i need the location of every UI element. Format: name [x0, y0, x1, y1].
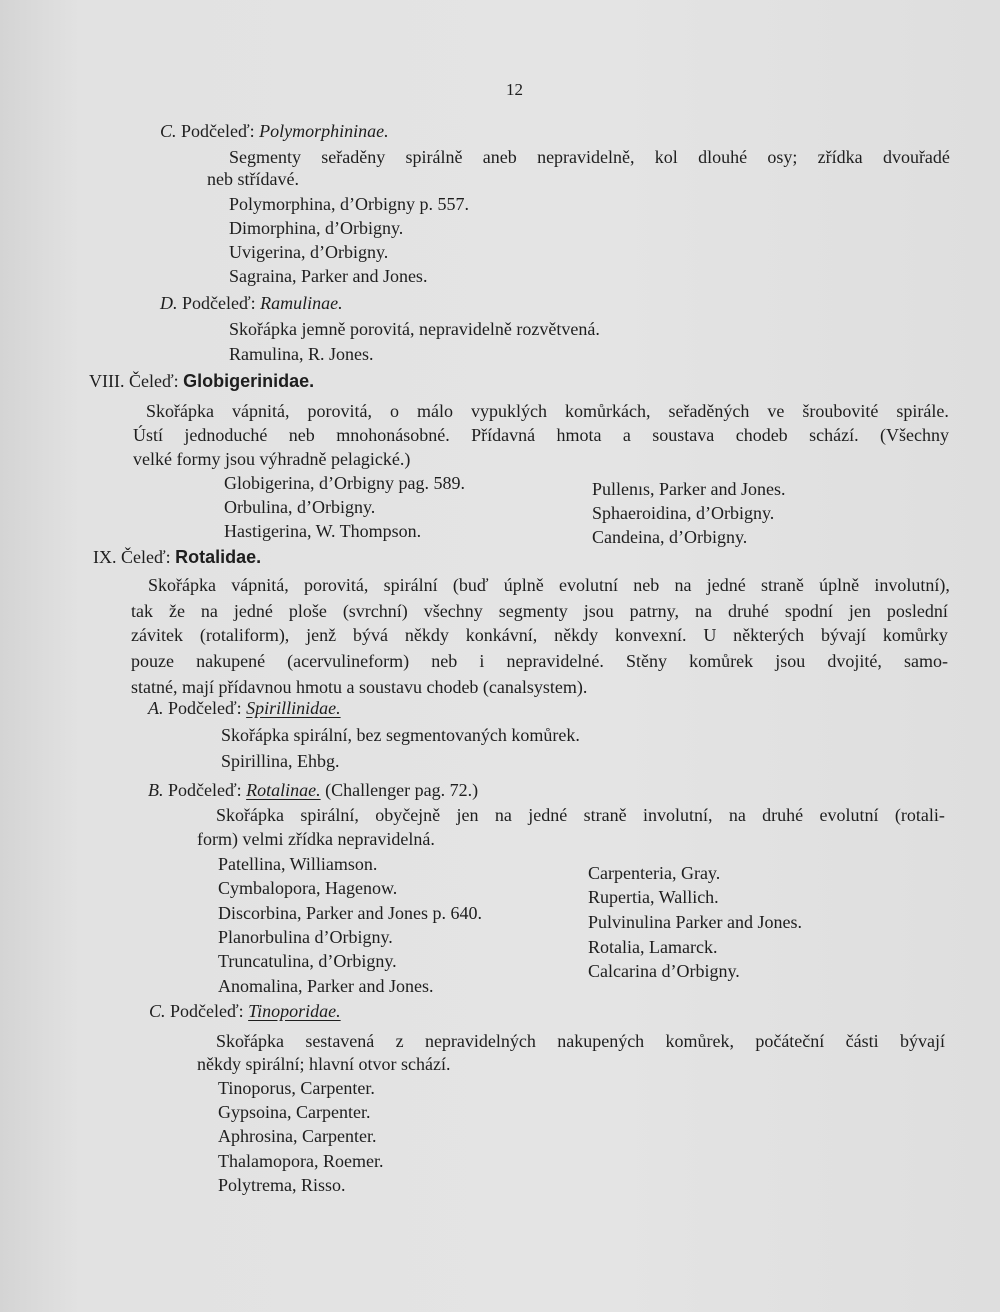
subfamily-marker: A. — [148, 698, 164, 718]
genus-item: Carpenteria, Gray. — [588, 863, 721, 883]
family-label: Čeleď: — [128, 371, 179, 391]
genus-item: Pullenıs, Parker and Jones. — [592, 479, 786, 499]
genus-item: Polytrema, Risso. — [218, 1175, 346, 1195]
family-label: Čeleď: — [121, 547, 171, 567]
desc-globigerinidae-line3: velké formy jsou výhradně pelagické.) — [133, 449, 411, 469]
subfamily-name: Rotalinae. — [246, 780, 321, 800]
genus-item: Cymbalopora, Hagenow. — [218, 878, 398, 898]
genus-item: Hastigerina, W. Thompson. — [224, 521, 422, 541]
heading-ramulinae — [160, 292, 343, 314]
genus-item: Rupertia, Wallich. — [588, 887, 719, 907]
subfamily-label: Podčeleď: — [168, 780, 242, 800]
subfamily-marker: D. — [160, 293, 178, 313]
heading-tinoporidae — [149, 1000, 341, 1022]
genus-item: Sphaeroidina, d’Orbigny. — [592, 503, 775, 523]
genus-item: Polymorphina, d’Orbigny p. 557. — [229, 194, 469, 214]
genus-item: Rotalia, Lamarck. — [588, 937, 718, 957]
subfamily-marker: C. — [160, 121, 177, 141]
desc-globigerinidae-line2: Ústí jednoduché neb mnohonásobné. Přídavná hmota a soustava chodeb schází. (Všechny — [133, 425, 949, 445]
desc-tinoporidae-line1: Skořápka sestavená z nepravidelných nakupených komůrek, počáteční části bývají — [216, 1031, 945, 1051]
desc-rotalidae-line4: pouze nakupené (acervulineform) neb i nepravidelné. Stěny komůrek jsou dvojité, samo- — [131, 651, 948, 671]
family-numeral: IX. — [93, 547, 117, 567]
subfamily-label: Podčeleď: — [182, 293, 256, 313]
desc-rotalidae-line3: závitek (rotaliform), jenž bývá někdy konkávní, někdy konvexní. U některých bývají komůrky — [131, 625, 948, 645]
genus-item: Aphrosina, Carpenter. — [218, 1126, 377, 1146]
genus-item: Uvigerina, d’Orbigny. — [229, 242, 389, 262]
genus-item: Spirillina, Ehbg. — [221, 751, 340, 771]
desc-polymorphininae-line2: neb střídavé. — [207, 169, 299, 189]
genus-item: Orbulina, d’Orbigny. — [224, 497, 376, 517]
subfamily-label: Podčeleď: — [170, 1001, 244, 1021]
desc-rotalidae-line5: statné, mají přídavnou hmotu a soustavu chodeb (canalsystem). — [131, 677, 588, 697]
genus-item: Planorbulina d’Orbigny. — [218, 927, 393, 947]
heading-rotalidae — [93, 546, 261, 568]
desc-rotalinae-line2: form) velmi zřídka nepravidelná. — [197, 829, 435, 849]
subfamily-name: Polymorphininae. — [259, 121, 389, 141]
genus-item: Thalamopora, Roemer. — [218, 1151, 384, 1171]
subfamily-reference: (Challenger pag. 72.) — [325, 780, 479, 800]
heading-globigerinidae — [89, 370, 314, 392]
genus-item: Gypsoina, Carpenter. — [218, 1102, 371, 1122]
heading-rotalinae — [148, 779, 478, 801]
desc-rotalinae-line1: Skořápka spirální, obyčejně jen na jedné straně involutní, na druhé evolutní (rotali- — [216, 805, 945, 825]
desc-polymorphininae-line1: Segmenty seřaděny spirálně aneb nepravidelně, kol dlouhé osy; zřídka dvouřadé — [229, 147, 950, 167]
subfamily-name: Ramulinae. — [260, 293, 343, 313]
genus-item: Discorbina, Parker and Jones p. 640. — [218, 903, 482, 923]
genus-item: Candeina, d’Orbigny. — [592, 527, 748, 547]
family-numeral: VIII. — [89, 371, 125, 391]
genus-item: Dimorphina, d’Orbigny. — [229, 218, 404, 238]
genus-item: Anomalina, Parker and Jones. — [218, 976, 434, 996]
genus-item: Patellina, Williamson. — [218, 854, 378, 874]
genus-item: Sagraina, Parker and Jones. — [229, 266, 428, 286]
family-name: Globigerinidae. — [183, 371, 315, 391]
subfamily-marker: B. — [148, 780, 164, 800]
heading-polymorphininae — [160, 120, 389, 142]
heading-spirillinidae — [148, 697, 341, 719]
desc-rotalidae-line1: Skořápka vápnitá, porovitá, spirální (buď úplně evolutní neb na jedné straně úplně involutní), — [148, 575, 950, 595]
desc-tinoporidae-line2: někdy spirální; hlavní otvor schází. — [197, 1054, 451, 1074]
genus-item: Truncatulina, d’Orbigny. — [218, 951, 397, 971]
subfamily-name: Spirillinidae. — [246, 698, 341, 718]
subfamily-marker: C. — [149, 1001, 166, 1021]
family-name: Rotalidae. — [175, 547, 262, 567]
genus-item: Tinoporus, Carpenter. — [218, 1078, 375, 1098]
desc-spirillinidae: Skořápka spirální, bez segmentovaných komůrek. — [221, 725, 580, 745]
page-number: 12 — [506, 80, 523, 99]
genus-item: Globigerina, d’Orbigny pag. 589. — [224, 473, 465, 493]
genus-item: Ramulina, R. Jones. — [229, 344, 374, 364]
genus-item: Calcarina d’Orbigny. — [588, 961, 740, 981]
subfamily-label: Podčeleď: — [181, 121, 255, 141]
desc-globigerinidae-line1: Skořápka vápnitá, porovitá, o málo vypuklých komůrkách, seřaděných ve šroubovité spirále. — [146, 401, 949, 421]
genus-item: Pulvinulina Parker and Jones. — [588, 912, 802, 932]
subfamily-name: Tinoporidae. — [248, 1001, 341, 1021]
subfamily-label: Podčeleď: — [168, 698, 242, 718]
desc-ramulinae: Skořápka jemně porovitá, nepravidelně rozvětvená. — [229, 319, 600, 339]
desc-rotalidae-line2: tak že na jedné ploše (svrchní) všechny segmenty jsou patrny, na druhé spodní jen poslední — [131, 601, 948, 621]
